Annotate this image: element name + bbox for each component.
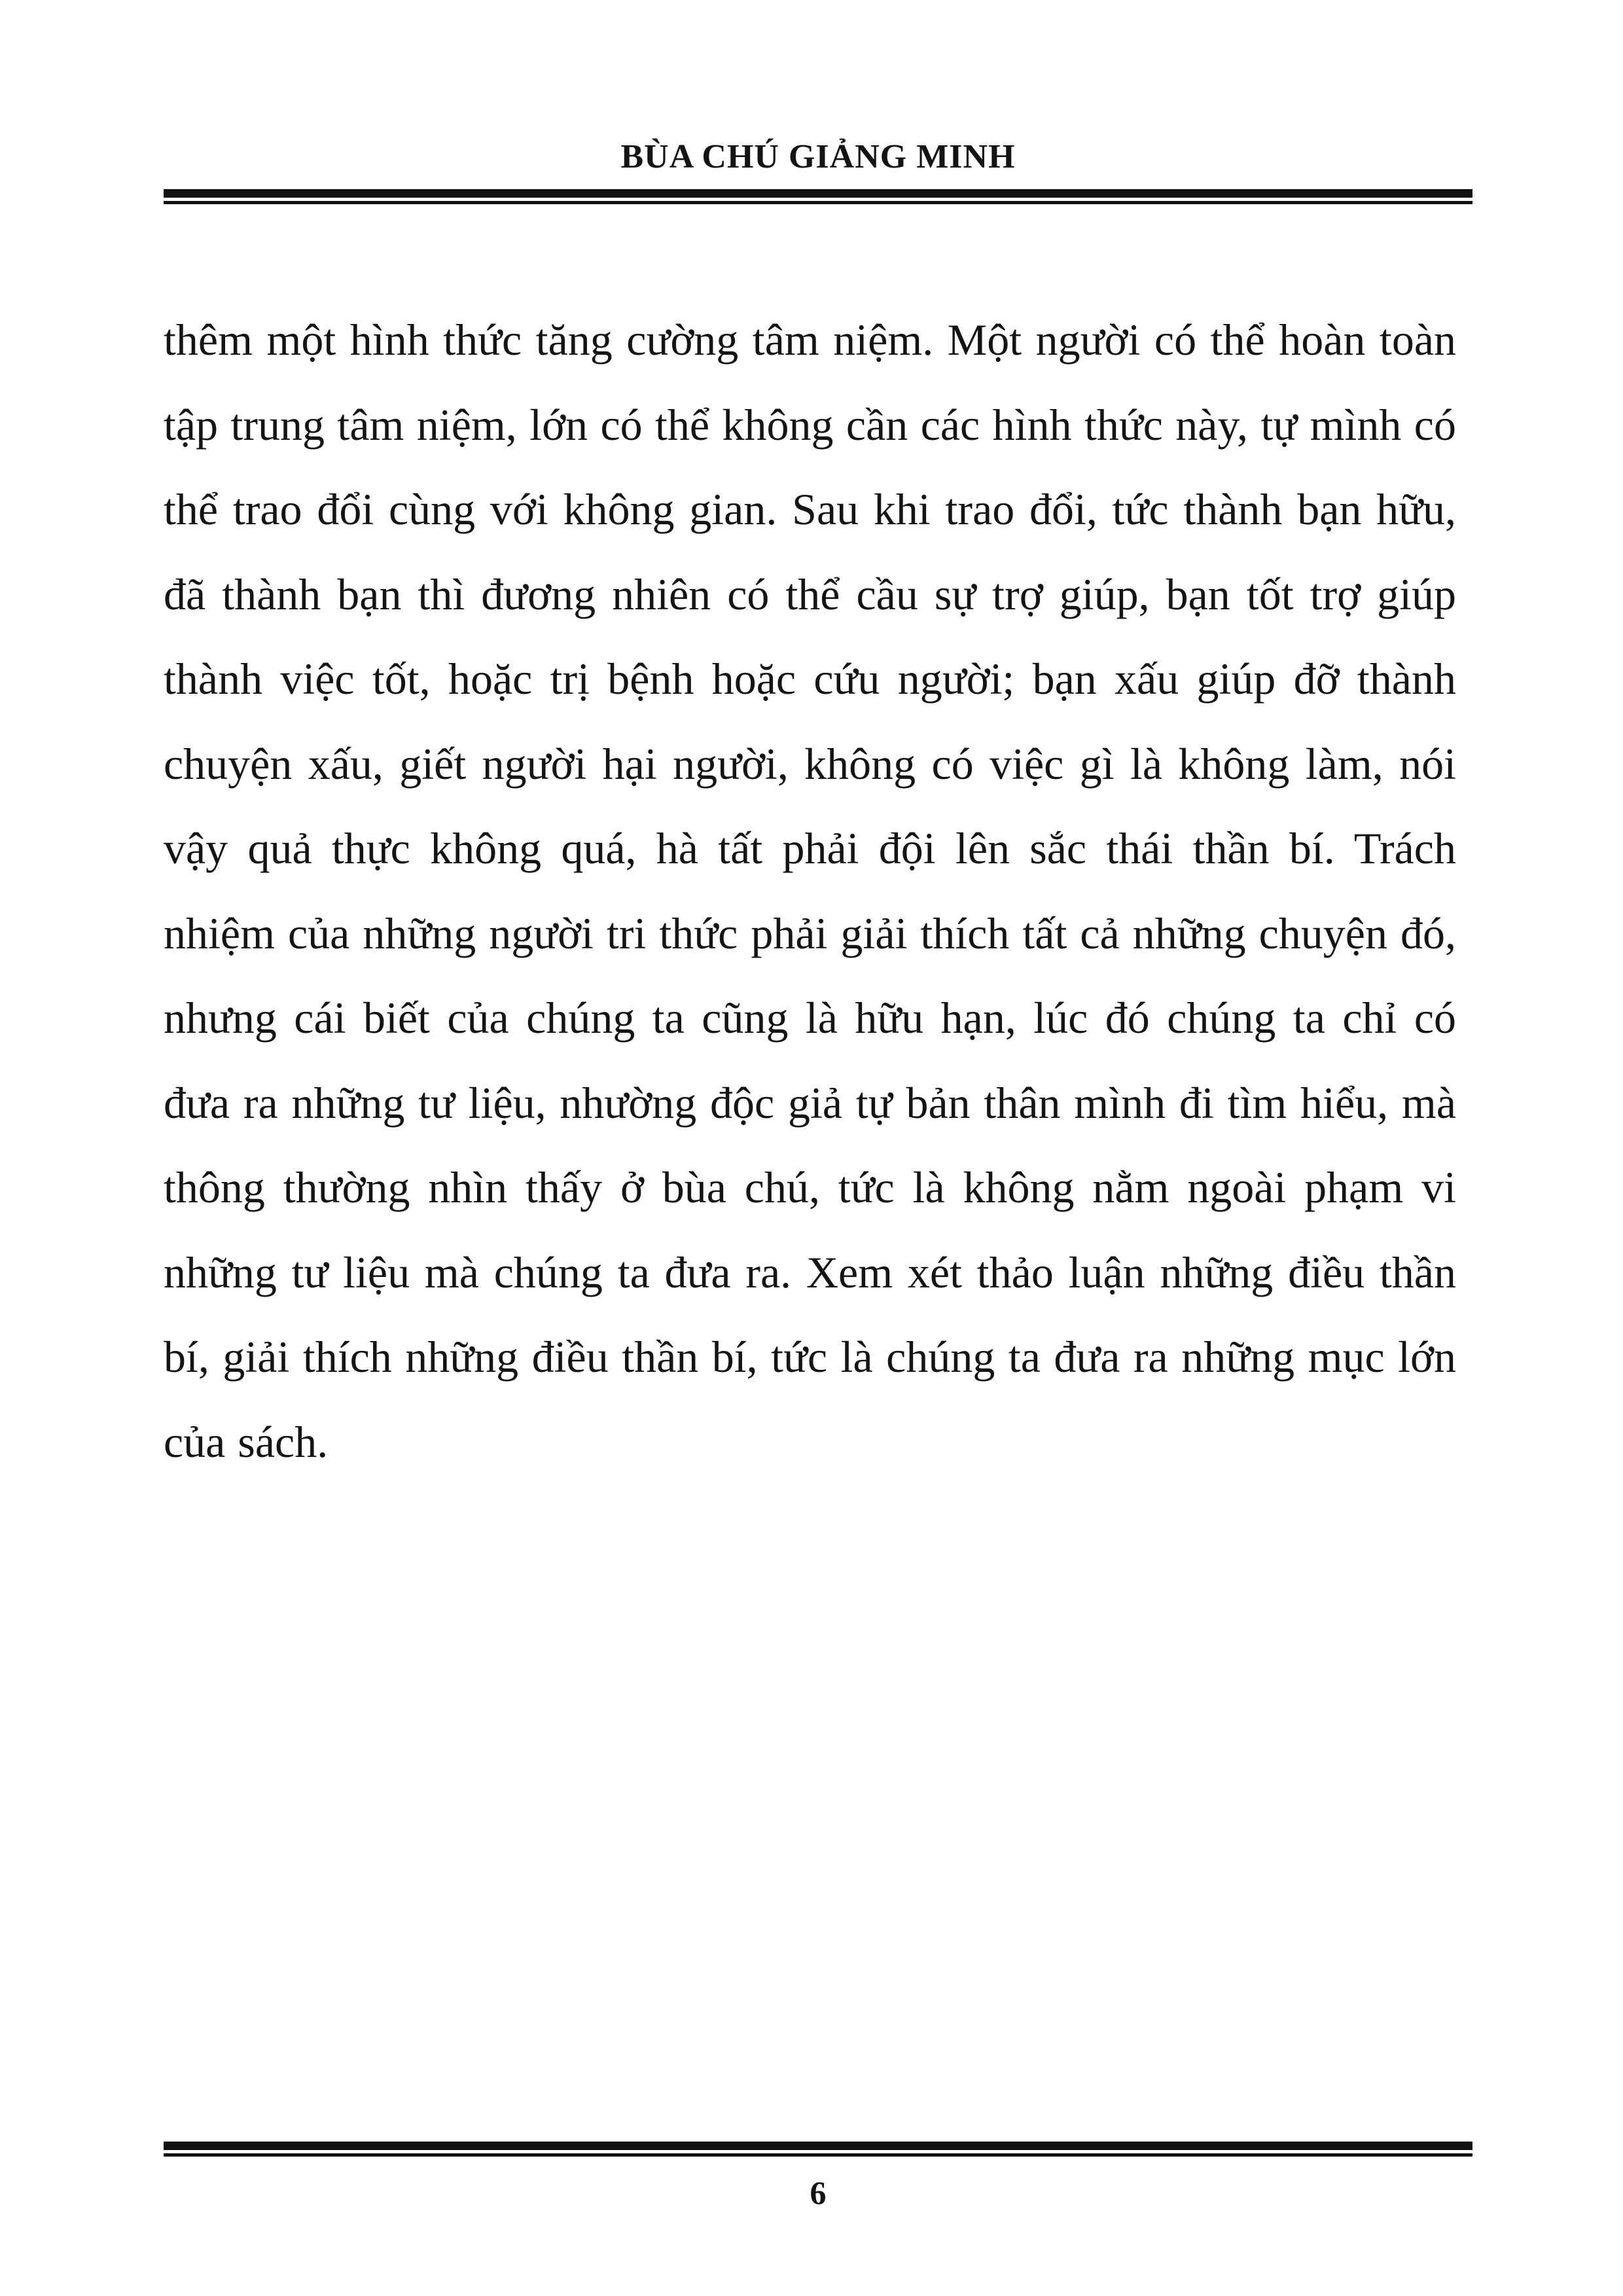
body-paragraph: thêm một hình thức tăng cường tâm niệm. Một người có thể hoàn toàn tập trung tâm niệm, lớn có thể không cần các hình thức này, tự mình có thể trao đổi cùng với không gian. Sau khi trao đổi, tức thành bạn hữu, đã thành bạn thì đương nhiên có thể cầu sự trợ giúp, bạn tốt trợ giúp thành việc tốt, hoặc trị bệnh hoặc cứu người; bạn xấu giúp đỡ thành chuyện xấu, giết người hại người, không có việc gì là không làm, nói vậy quả thực không quá, hà tất phải đội lên sắc thái thần bí. Trách nhiệm của những người tri thức phải giải thích tất cả những chuyện đó, nhưng cái biết của chúng ta cũng là hữu hạn, lúc đó chúng ta chỉ có đưa ra những tư liệu, nhường độc giả tự bản thân mình đi tìm hiểu, mà thông thường nhìn thấy ở bùa chú, tức là không nằm ngoài phạm vi những tư liệu mà chúng ta đưa ra. Xem xét thảo luận những điều thần bí, giải thích những điều thần bí, tức là chúng ta đưa ra những mục lớn của sách. (164, 315, 1456, 1467)
footer-double-rule (164, 2142, 1472, 2159)
header-double-rule (164, 189, 1472, 206)
page-number: 6 (810, 2174, 827, 2211)
footer-rule-thick-line (164, 2142, 1472, 2150)
header-rule-thin-line (164, 201, 1472, 204)
footer-rule-thin-line (164, 2153, 1472, 2157)
running-header-title: BÙA CHÚ GIẢNG MINH (620, 138, 1016, 175)
header-rule-thick-line (164, 189, 1472, 198)
